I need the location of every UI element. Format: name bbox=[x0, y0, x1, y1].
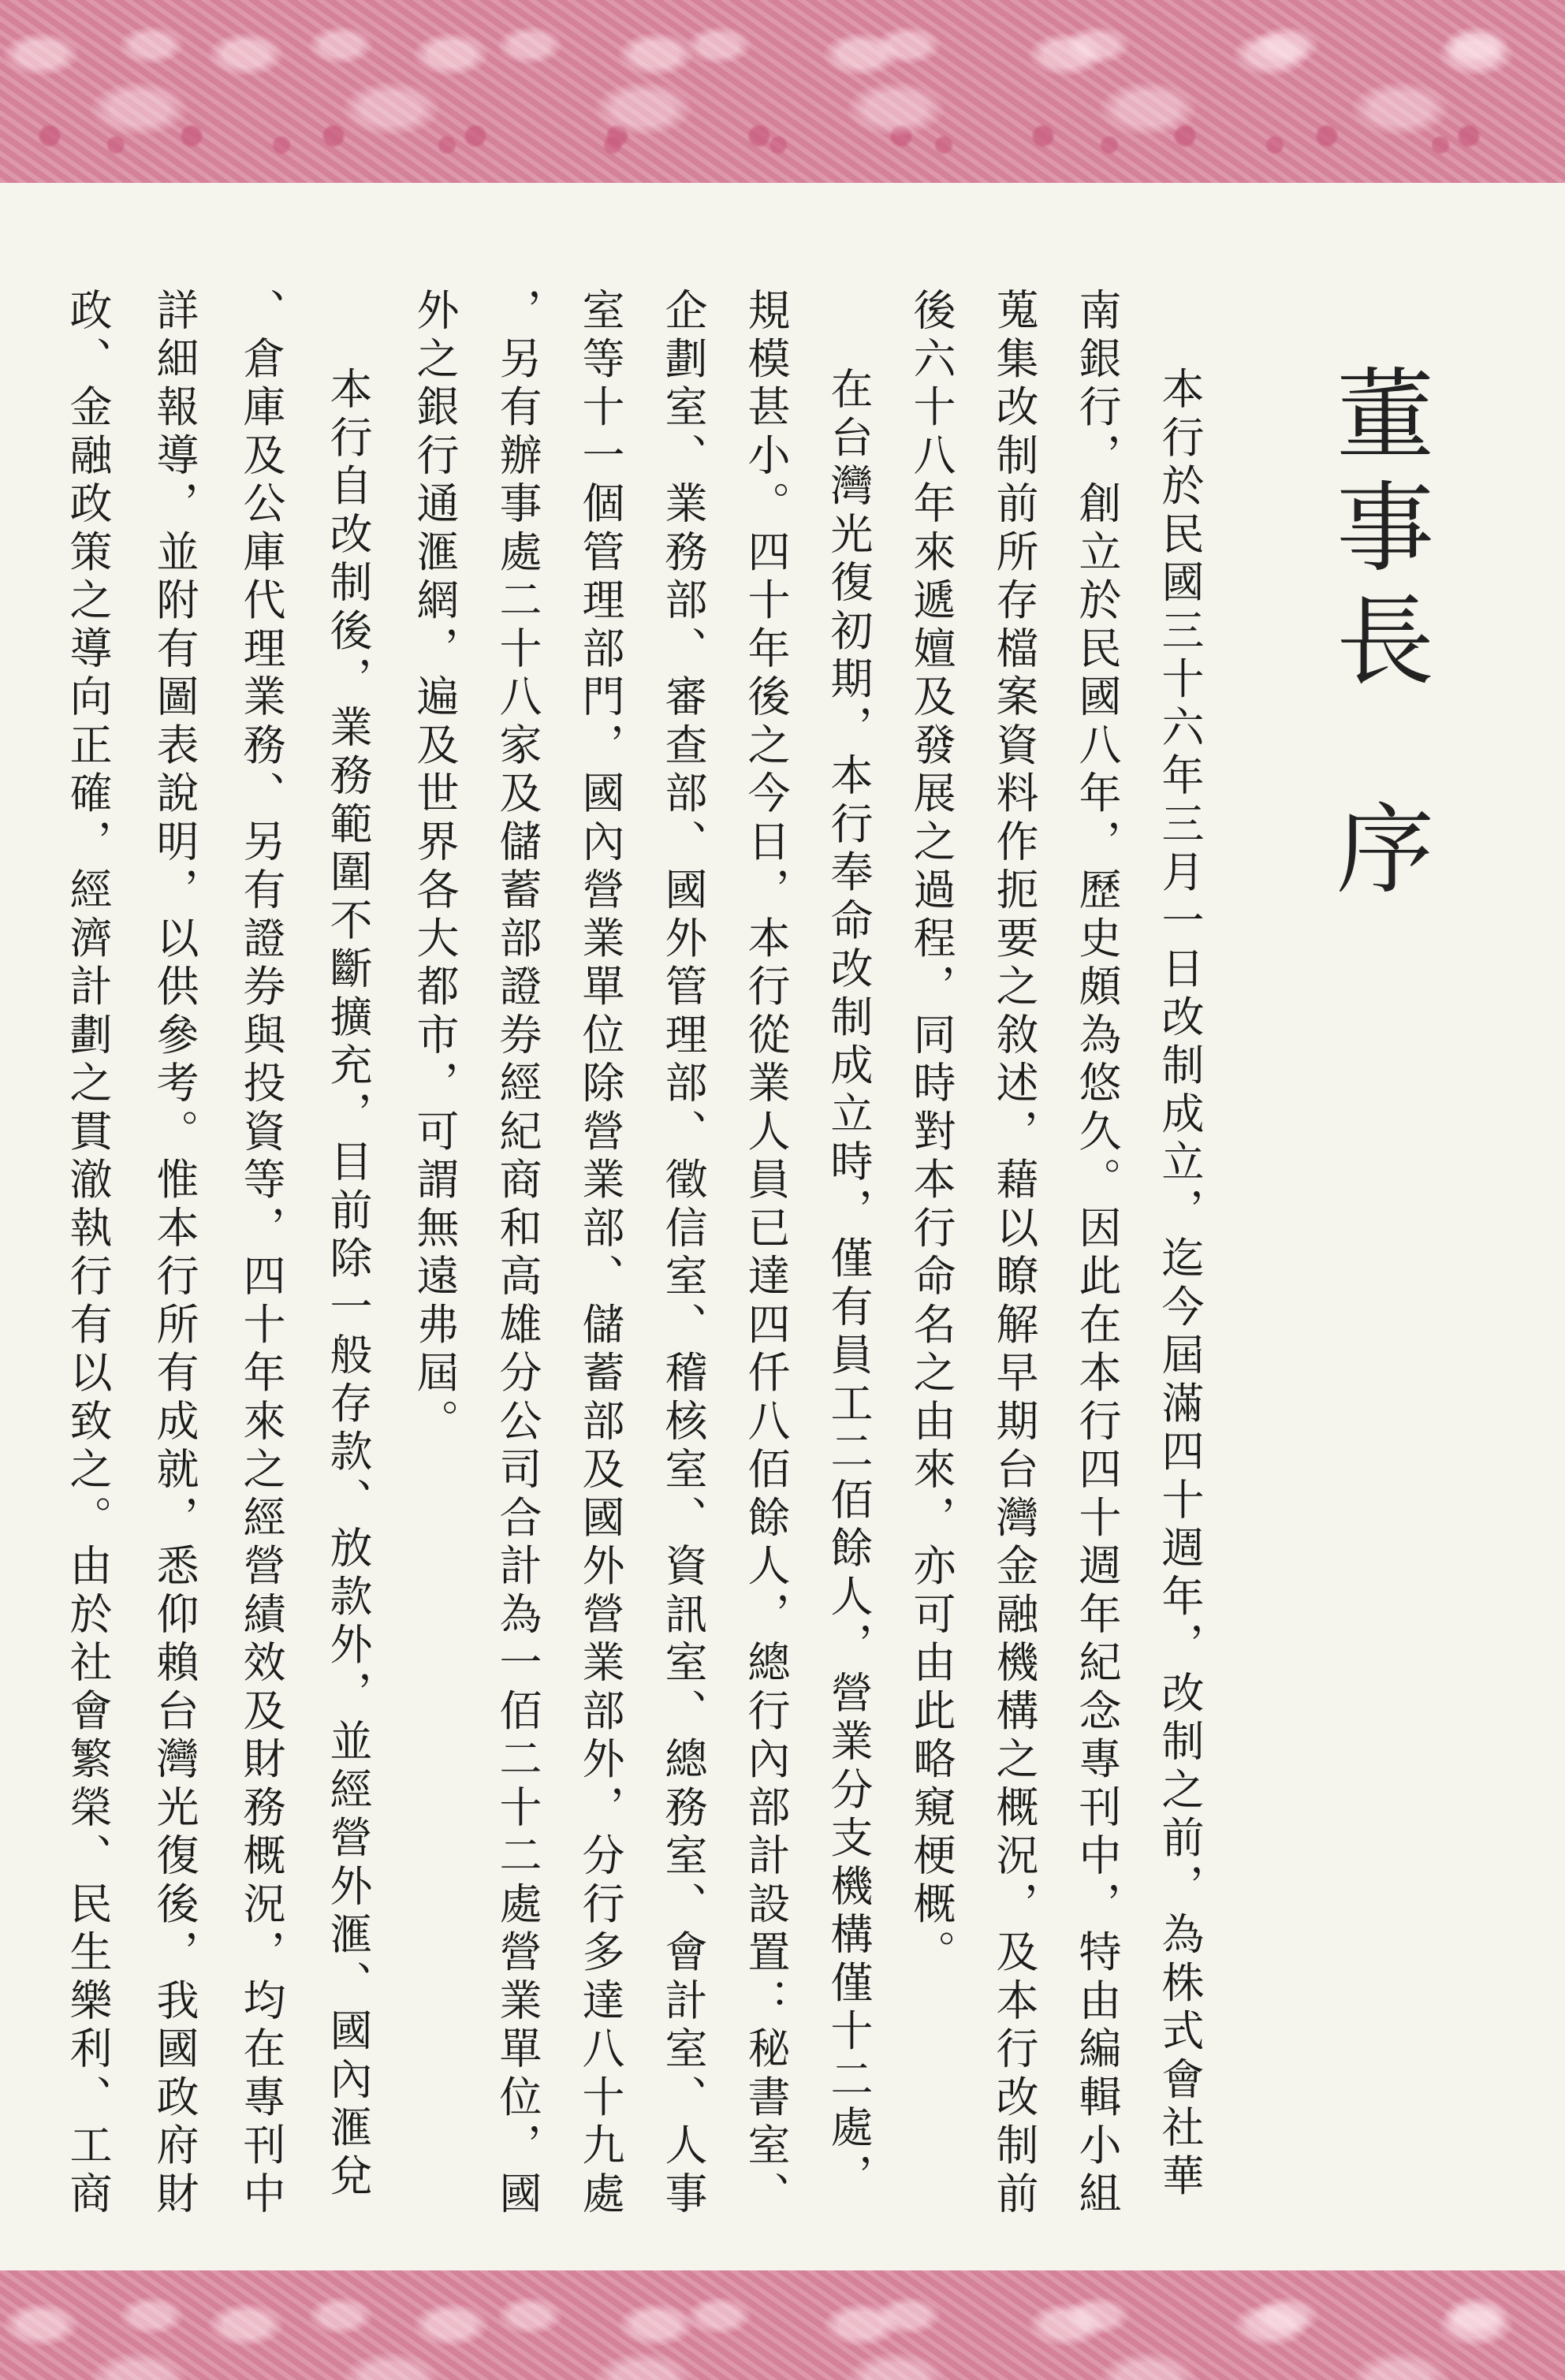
text-column-9: ，另有辦事處二十八家及儲蓄部證券經紀商和高雄分公司合計為一佰二十二處營業單位，國 bbox=[493, 288, 542, 2219]
text-column-6: 規模甚小。四十年後之今日，本行從業人員已達四仟八佰餘人，總行內部計設置：秘書室、 bbox=[741, 288, 791, 2219]
text-column-11: 本行自改制後，業務範圍不斷擴充，目前除一般存款、放款外，並經營外滙、國內滙兌 bbox=[323, 367, 373, 2202]
text-column-5: 在台灣光復初期，本行奉命改制成立時，僅有員工二佰餘人，營業分支機構僅十二處， bbox=[824, 367, 874, 2202]
text-column-8: 室等十一個管理部門，國內營業單位除營業部、儲蓄部及國外營業部外，分行多達八十九處 bbox=[576, 288, 625, 2219]
text-column-4: 後六十八年來遞嬗及發展之過程，同時對本行命名之由來，亦可由此略窺梗概。 bbox=[907, 288, 956, 1978]
text-column-12: 、倉庫及公庫代理業務、另有證券與投資等，四十年來之經營績效及財務概況，均在專刊中 bbox=[237, 288, 286, 2219]
title-preface: 序 bbox=[1320, 798, 1433, 911]
text-column-10: 外之銀行通滙網，遍及世界各大都市，可謂無遠弗屆。 bbox=[410, 288, 460, 1447]
text-column-3: 蒐集改制前所存檔案資料作扼要之敘述，藉以瞭解早期台灣金融機構之概況，及本行改制前 bbox=[989, 288, 1039, 2219]
text-column-2: 南銀行，創立於民國八年，歷史頗為悠久。因此在本行四十週年紀念專刊中，特由編輯小組 bbox=[1072, 288, 1122, 2219]
page-title bbox=[1321, 363, 1432, 911]
text-column-13: 詳細報導，並附有圖表說明，以供參考。惟本行所有成就，悉仰賴台灣光復後，我國政府財 bbox=[150, 288, 199, 2219]
text-column-14: 政、金融政策之導向正確，經濟計劃之貫澈執行有以致之。由於社會繁榮、民生樂利、工商 bbox=[63, 288, 113, 2219]
text-column-7: 企劃室、業務部、審查部、國外管理部、徵信室、稽核室、資訊室、總務室、會計室、人事 bbox=[658, 288, 708, 2219]
text-column-1: 本行於民國三十六年三月一日改制成立，迄今屆滿四十週年，改制之前，為株式會社華 bbox=[1155, 367, 1205, 2202]
bottom-floral-border bbox=[0, 2270, 1565, 2380]
top-floral-border bbox=[0, 0, 1565, 183]
title-chairman: 董事長 bbox=[1320, 363, 1433, 703]
